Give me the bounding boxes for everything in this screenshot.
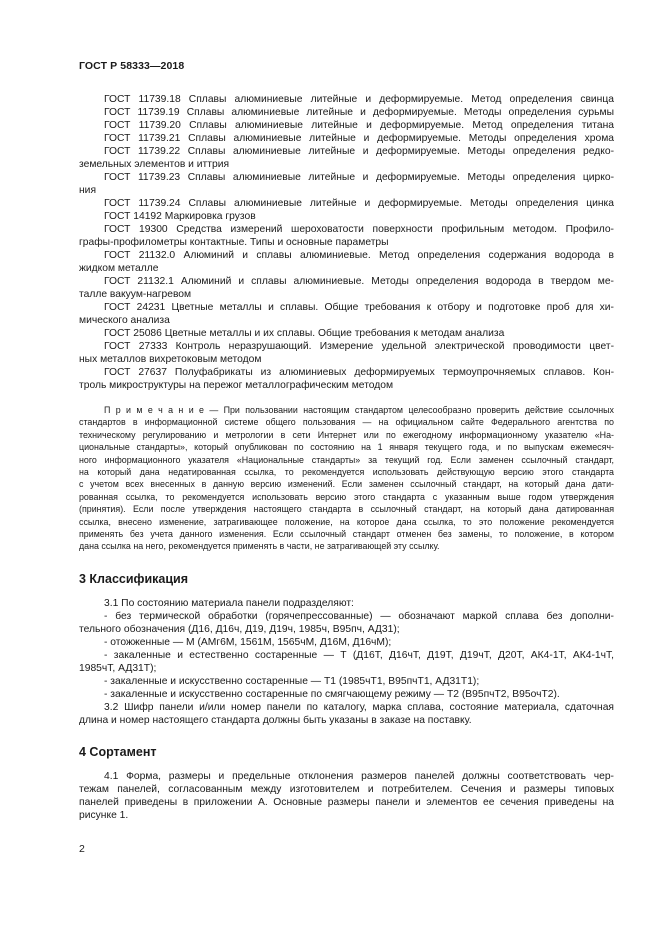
section-line: 1985чТ, АД31Т); xyxy=(79,663,157,674)
section-line: - закаленные и естественно состаренные — Т (Д16Т, Д16чТ, Д19Т, Д19чТ, Д20Т, АК4-1Т, АК4-1чТ, xyxy=(104,650,614,661)
note-line: техническому регулированию и метрологии в сети Интернет или по ежегодному информационному указателю «На- xyxy=(79,430,614,440)
reference-line: ГОСТ 25086 Цветные металлы и их сплавы. Общие требования к методам анализа xyxy=(104,328,505,339)
standard-header: ГОСТ Р 58333—2018 xyxy=(79,60,185,72)
section-line: - закаленные и искусственно состаренные — Т1 (1985чТ1, В95пчТ1, АД31Т1); xyxy=(104,676,480,687)
reference-line: ГОСТ 11739.20 Сплавы алюминиевые литейные и деформируемые. Метод определения титана xyxy=(104,120,614,131)
note-line: на который дана недатированная ссылка, то рекомендуется использовать действующую версию этого стандарта xyxy=(79,467,614,477)
reference-line: ГОСТ 24231 Цветные металлы и сплавы. Общие требования к отбору и подготовке проб для хи- xyxy=(104,302,614,313)
section-title-assortment: 4 Сортамент xyxy=(79,745,157,759)
reference-line: ния xyxy=(79,185,97,196)
reference-line: ГОСТ 11739.21 Сплавы алюминиевые литейные и деформируемые. Методы определения хрома xyxy=(104,133,614,144)
note-line: применять без учета данного изменения. Если ссылочный стандарт отменен без замены, то положение, в котором xyxy=(79,529,614,539)
reference-line: ГОСТ 27333 Контроль неразрушающий. Измерение удельной электрической проводимости цвет- xyxy=(104,341,614,352)
section-line: тельного обозначения (Д16, Д16ч, Д19, Д19ч, 1985ч, В95пч, АД31); xyxy=(79,624,400,635)
note-line: ного информационного указателя «Национальные стандарты» за текущий год. Если заменен ссылочный стандарт, xyxy=(79,455,614,465)
section-line: 3.1 По состоянию материала панели подразделяют: xyxy=(104,598,354,609)
reference-line: ГОСТ 11739.24 Сплавы алюминиевые литейные и деформируемые. Методы определения цинка xyxy=(104,198,614,209)
reference-line: ГОСТ 21132.0 Алюминий и сплавы алюминиевые. Метод определения содержания водорода в xyxy=(104,250,614,261)
reference-line: ГОСТ 21132.1 Алюминий и сплавы алюминиевые. Методы определения водорода в твердом ме- xyxy=(104,276,614,287)
section-line: - отожженные — М (АМг6М, 1561М, 1565чМ, Д16М, Д16чМ); xyxy=(104,637,392,648)
note-line: ссылка, внесено изменение, затрагивающее положение, на которое дана ссылка, то это положение рекомендуется xyxy=(79,517,614,527)
reference-line: мического анализа xyxy=(79,315,170,326)
reference-line: талле вакуум-нагревом xyxy=(79,289,192,300)
section-line: тежам панелей, согласованным между изготовителем и потребителем. Сечения и размеры типовых xyxy=(79,784,614,795)
section-line: - без термической обработки (горячепрессованные) — обозначают маркой сплава без дополни- xyxy=(104,611,614,622)
note-line: с учетом всех внесенных в данную версию изменений. Если заменен ссылочный стандарт, на который дана дати- xyxy=(79,479,614,489)
reference-line: ГОСТ 11739.22 Сплавы алюминиевые литейные и деформируемые. Методы определения редко- xyxy=(104,146,614,157)
reference-line: ГОСТ 19300 Средства измерений шероховатости поверхности профильным методом. Профило- xyxy=(104,224,614,235)
reference-line: жидком металле xyxy=(79,263,159,274)
section-line: 4.1 Форма, размеры и предельные отклонения размеров панелей должны соответствовать чер- xyxy=(104,771,614,782)
reference-line: ГОСТ 11739.18 Сплавы алюминиевые литейные и деформируемые. Метод определения свинца xyxy=(104,94,614,105)
reference-line: ГОСТ 14192 Маркировка грузов xyxy=(104,211,256,222)
reference-line: троль микроструктуры на пережог металлографическим методом xyxy=(79,380,394,391)
section-line: длина и номер настоящего стандарта должны быть указаны в заказе на поставку. xyxy=(79,715,472,726)
reference-line: ных металлов вихретоковым методом xyxy=(79,354,262,365)
section-title-classification: 3 Классификация xyxy=(79,572,189,586)
note-line: П р и м е ч а н и е — При пользовании настоящим стандартом целесообразно проверить действие ссылочных xyxy=(104,405,614,415)
reference-line: ГОСТ 11739.19 Сплавы алюминиевые литейные и деформируемые. Методы определения сурьмы xyxy=(104,107,614,118)
note-line: рованная ссылка, то рекомендуется использовать версию этого стандарта с указанным выше годом утверждения xyxy=(79,492,614,502)
reference-line: земельных элементов и иттрия xyxy=(79,159,230,170)
section-line: - закаленные и искусственно состаренные по смягчающему режиму — Т2 (В95пчТ2, В95очТ2). xyxy=(104,689,560,700)
reference-line: ГОСТ 11739.23 Сплавы алюминиевые литейные и деформируемые. Методы определения цирко- xyxy=(104,172,614,183)
reference-line: ГОСТ 27637 Полуфабрикаты из алюминиевых деформируемых термоупрочняемых сплавов. Кон- xyxy=(104,367,614,378)
note-line: (принятия). Если после утверждения настоящего стандарта в ссылочный стандарт, на который дана датированная xyxy=(79,504,614,514)
section-line: панелей приведены в приложении А. Основные размеры панели и элементов ее сечения приведены на xyxy=(79,797,614,808)
section-line: 3.2 Шифр панели и/или номер панели по каталогу, марка сплава, состояние материала, сдаточная xyxy=(104,702,614,713)
page-number: 2 xyxy=(79,843,85,855)
note-line: стандартов в информационной системе общего пользования — на официальном сайте Федерального агентства по xyxy=(79,417,614,427)
note-line: дана ссылка на него, рекомендуется применять в части, не затрагивающей эту ссылку. xyxy=(79,541,440,551)
note-line: циональные стандарты», который опубликован по состоянию на 1 января текущего года, и по выпускам ежемесяч- xyxy=(79,442,614,452)
reference-line: графы-профилометры контактные. Типы и основные параметры xyxy=(79,237,389,248)
section-line: рисунке 1. xyxy=(79,810,129,821)
